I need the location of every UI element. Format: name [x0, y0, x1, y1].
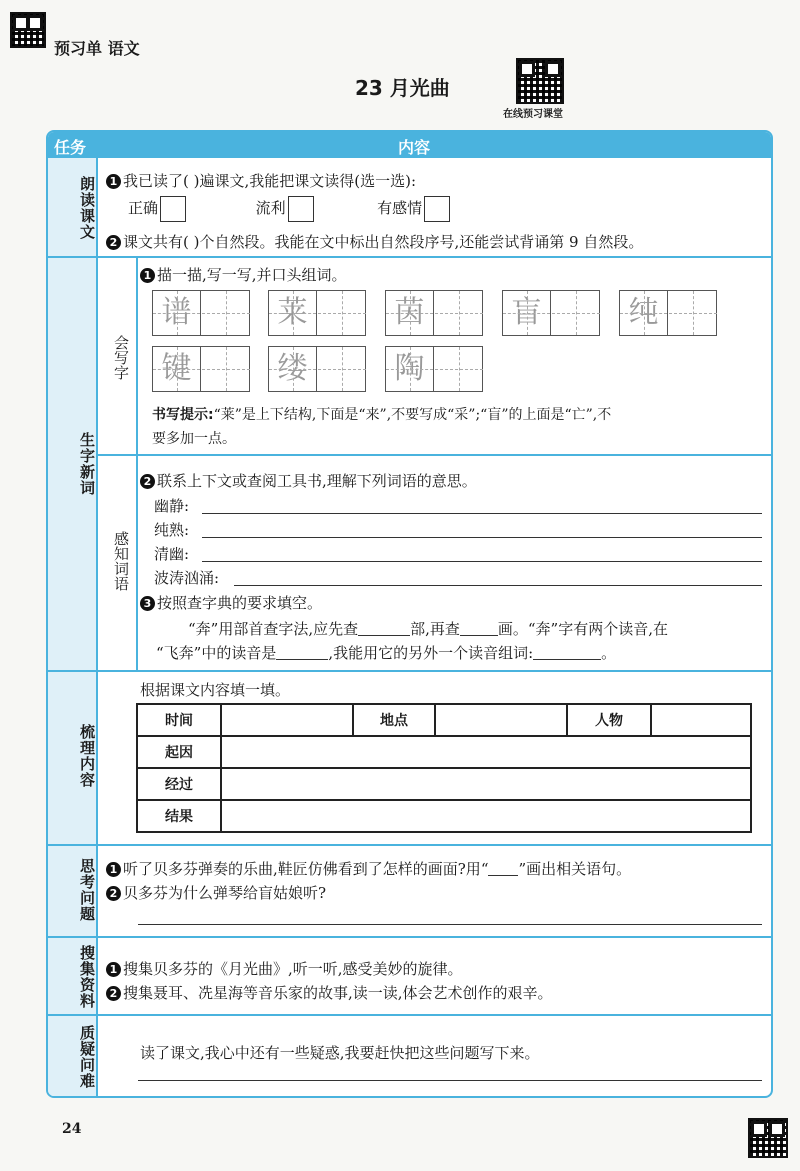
- marker-2: 2: [106, 235, 121, 250]
- bottom-right-qr-code: [748, 1118, 788, 1158]
- blank[interactable]: [358, 635, 410, 636]
- option-checkbox[interactable]: [424, 196, 450, 222]
- task-label-collect: 搜集资料: [78, 945, 96, 1009]
- lesson-qr-code[interactable]: [516, 58, 564, 104]
- char-practice-box[interactable]: 缕: [268, 346, 366, 392]
- sub-label-write: 会写字: [112, 334, 130, 380]
- subject-header: 预习单 语文: [54, 39, 140, 58]
- task-label-reading: 朗读课文: [78, 176, 96, 240]
- word-label: 幽静:: [154, 497, 190, 515]
- blank[interactable]: [276, 659, 328, 660]
- question-prompt: 读了课文,我心中还有一些疑惑,我要赶快把这些问题写下来。: [140, 1044, 540, 1062]
- task-label-sorting: 梳理内容: [78, 724, 96, 788]
- option-label: 流利: [255, 199, 286, 217]
- word-label: 纯熟:: [154, 521, 190, 539]
- table-row: [137, 704, 751, 736]
- answer-line[interactable]: [202, 513, 762, 514]
- table-header: [48, 132, 771, 158]
- reading-question-1: 1 我已读了( )遍课文,我能把课文读得(选一选):: [106, 170, 416, 191]
- content-column-header: 内容: [398, 138, 431, 157]
- table-cell: 地点: [353, 704, 435, 736]
- column-divider: [96, 158, 98, 1096]
- marker-1: 1: [106, 174, 121, 189]
- write-instruction: 1 描一描,写一写,并口头组词。: [140, 264, 347, 285]
- answer-line[interactable]: [202, 561, 762, 562]
- task-label-new-words: 生字新词: [78, 432, 96, 496]
- lesson-title: 23 月光曲: [355, 76, 450, 100]
- char-practice-box[interactable]: 莱: [268, 290, 366, 336]
- reading-question-2: 2 课文共有( )个自然段。我能在文中标出自然段序号,还能尝试背诵第 9 自然段。: [106, 231, 643, 252]
- answer-line[interactable]: [138, 924, 762, 925]
- sub-label-sense: 感知词语: [112, 531, 130, 591]
- marker-2: 2: [106, 886, 121, 901]
- sub-column-divider: [136, 256, 138, 670]
- fill-cell[interactable]: [651, 704, 751, 736]
- worksheet-table: [46, 130, 773, 1098]
- fill-cell[interactable]: [221, 768, 751, 800]
- table-row: [137, 768, 751, 800]
- task-column-header: 任务: [54, 138, 87, 157]
- char-practice-box[interactable]: 键: [152, 346, 250, 392]
- dict-line-2: “飞奔”中的读音是 ,我能用它的另外一个读音组词: 。: [156, 644, 617, 662]
- option-checkbox[interactable]: [288, 196, 314, 222]
- page-number: 24: [62, 1121, 82, 1137]
- char-practice-box[interactable]: 茵: [385, 290, 483, 336]
- table-cell: 经过: [137, 768, 221, 800]
- thinking-question-1: 1 听了贝多芬弹奏的乐曲,鞋匠仿佛看到了怎样的画面?用“ ”画出相关语句。: [106, 858, 631, 879]
- answer-line[interactable]: [234, 585, 762, 586]
- task-label-question: 质疑问难: [78, 1025, 96, 1089]
- char-practice-box[interactable]: 盲: [502, 290, 600, 336]
- table-row: [137, 736, 751, 768]
- char-practice-box[interactable]: 纯: [619, 290, 717, 336]
- collect-item-1: 1 搜集贝多芬的《月光曲》,听一听,感受美妙的旋律。: [106, 958, 463, 979]
- blank[interactable]: [533, 659, 601, 660]
- table-cell: 人物: [567, 704, 651, 736]
- word-label: 波涛汹涌:: [154, 569, 220, 587]
- marker-3: 3: [140, 596, 155, 611]
- top-left-qr-code: [10, 12, 46, 48]
- sorting-instruction: 根据课文内容填一填。: [140, 681, 291, 699]
- blank[interactable]: [488, 875, 518, 876]
- reading-options: [128, 196, 450, 222]
- option-label: 正确: [128, 199, 159, 217]
- section-divider: [48, 670, 771, 672]
- fill-cell[interactable]: [221, 736, 751, 768]
- option-label: 有感情: [377, 199, 423, 217]
- char-practice-box[interactable]: 谱: [152, 290, 250, 336]
- dict-line-1: “奔”用部首查字法,应先查 部,再查 画。“奔”字有两个读音,在: [188, 620, 668, 638]
- word-label: 清幽:: [154, 545, 190, 563]
- option-checkbox[interactable]: [160, 196, 186, 222]
- dict-instruction: 3 按照查字典的要求填空。: [140, 592, 322, 613]
- answer-line[interactable]: [138, 1080, 762, 1081]
- marker-1: 1: [140, 268, 155, 283]
- collect-item-2: 2 搜集聂耳、冼星海等音乐家的故事,读一读,体会艺术创作的艰辛。: [106, 982, 553, 1003]
- marker-1: 1: [106, 862, 121, 877]
- thinking-question-2: 2 贝多芬为什么弹琴给盲姑娘听?: [106, 882, 326, 903]
- sub-section-divider: [96, 454, 773, 456]
- marker-2: 2: [106, 986, 121, 1001]
- sense-instruction: 2 联系上下文或查阅工具书,理解下列词语的意思。: [140, 470, 477, 491]
- marker-1: 1: [106, 962, 121, 977]
- fill-cell[interactable]: [221, 800, 751, 832]
- fill-cell[interactable]: [435, 704, 567, 736]
- writing-tip-line-1: 书写提示:“莱”是上下结构,下面是“来”,不要写成“采”;“盲”的上面是“亡”,不: [152, 407, 612, 423]
- table-cell: 起因: [137, 736, 221, 768]
- answer-line[interactable]: [202, 537, 762, 538]
- writing-tip-line-2: 要多加一点。: [152, 431, 236, 447]
- fill-cell[interactable]: [221, 704, 353, 736]
- table-cell: 时间: [137, 704, 221, 736]
- char-practice-box[interactable]: 陶: [385, 346, 483, 392]
- table-cell: 结果: [137, 800, 221, 832]
- table-row: [137, 800, 751, 832]
- section-divider: [48, 256, 771, 258]
- qr-caption: 在线预习课堂: [503, 109, 563, 120]
- marker-2: 2: [140, 474, 155, 489]
- section-divider: [48, 1014, 771, 1016]
- task-label-thinking: 思考问题: [78, 858, 96, 922]
- section-divider: [48, 844, 771, 846]
- plot-summary-table: [136, 703, 752, 833]
- section-divider: [48, 936, 771, 938]
- blank[interactable]: [460, 635, 498, 636]
